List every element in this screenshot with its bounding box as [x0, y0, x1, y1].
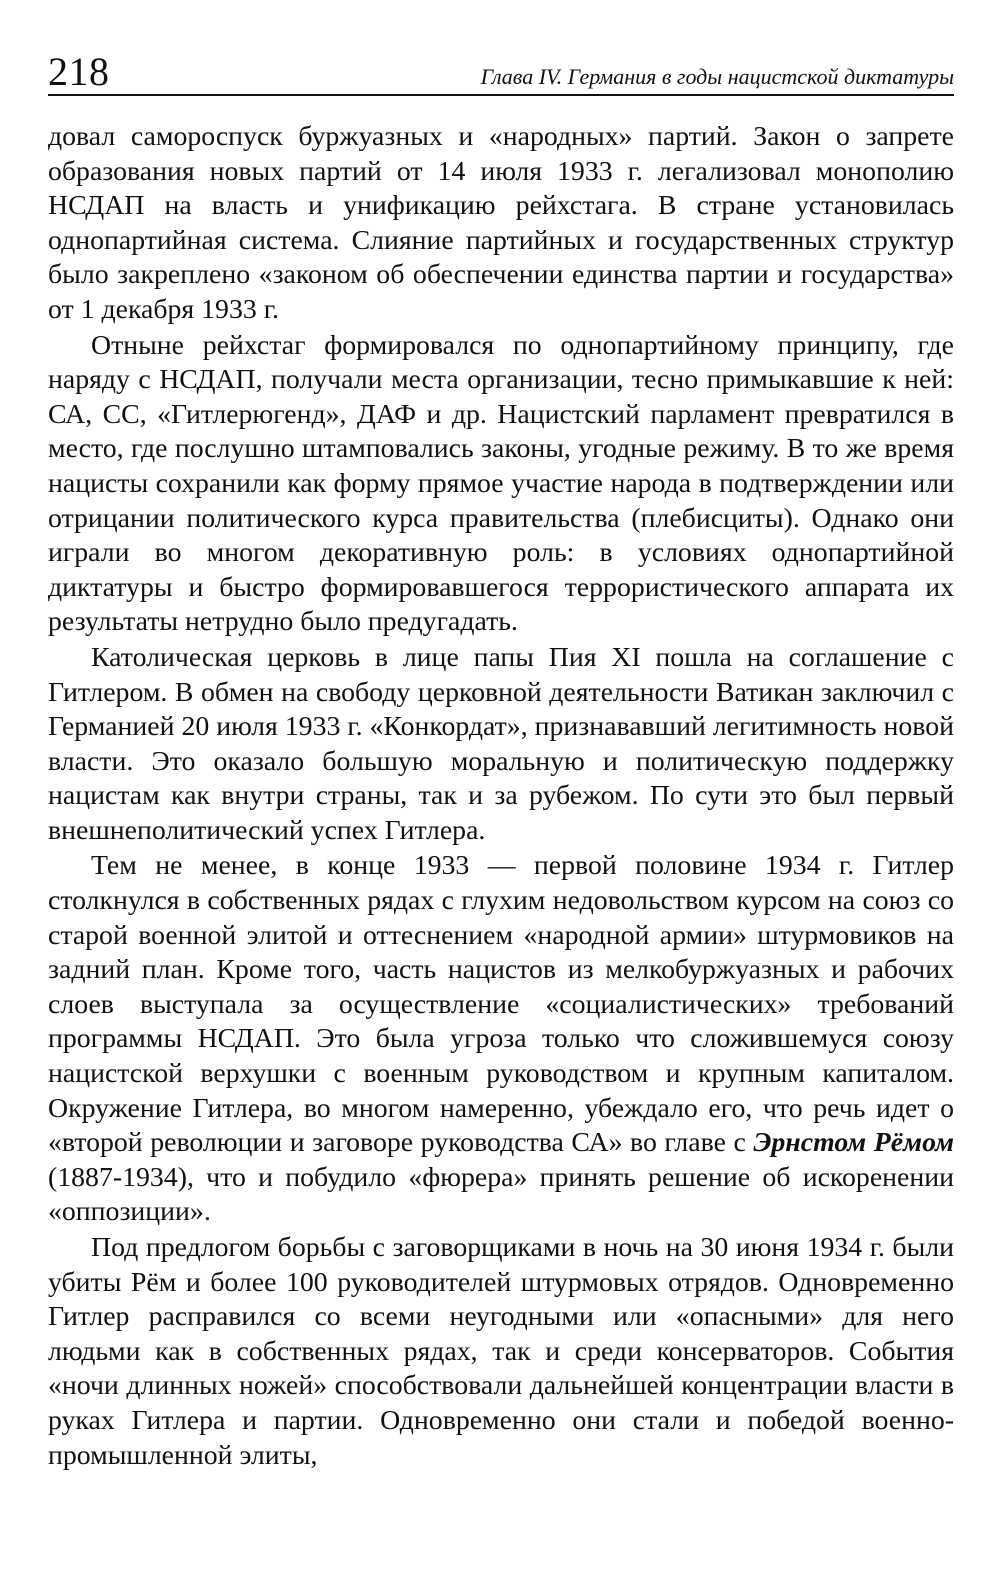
paragraph-4-text-after: (1887-1934), что и побудило «фюрера» принять решение об искоренении «оппозиции». [48, 1161, 954, 1228]
paragraph-2: Отныне рейхстаг формировался по однопартийному принципу, где наряду с НСДАП, получали места организации, тесно примыкавшие к ней: СА, СС, «Гитлерюгенд», ДАФ и др. Нацистский парламент превратился в место, где послушно штамповались законы, угодные режиму. В то же время нацисты сохранили как форму прямое участие народа в подтверждении или отрицании политического курса правительства (плебисциты). Однако они играли во многом декоративную роль: в условиях однопартийной диктатуры и быстро формировавшегося террористического аппарата их результаты нетрудно было предугадать. [48, 329, 954, 638]
body-text [48, 120, 954, 1473]
running-header [48, 40, 954, 96]
paragraph-3: Католическая церковь в лице папы Пия XI пошла на соглашение с Гитлером. В обмен на свободу церковной деятельности Ватикан заключил с Германией 20 июля 1933 г. «Конкордат», признававший легитимность новой власти. Это оказало большую моральную и политическую поддержку нацистам как внутри страны, так и за рубежом. По сути это был первый внешнеполитический успех Гитлера. [48, 641, 954, 846]
paragraph-1: довал самороспуск буржуазных и «народных» партий. Закон о запрете образования новых партий от 14 июля 1933 г. легализовал монополию НСДАП на власть и унификацию рейхстага. В стране установилась однопартийная система. Слияние партийных и государственных структур было закреплено «законом об обеспечении единства партии и государства» от 1 декабря 1933 г. [48, 121, 954, 325]
page-number: 218 [48, 49, 110, 94]
emphasized-name: Эрнстом Рёмом [753, 1127, 954, 1159]
book-page [48, 40, 954, 1474]
paragraph-4 [48, 849, 954, 1230]
chapter-title: Глава IV. Германия в годы нацистской диктатуры [480, 64, 954, 89]
paragraph-5: Под предлогом борьбы с заговорщиками в ночь на 30 июня 1934 г. были убиты Рём и более 100 руководителей штурмовых отрядов. Одновременно Гитлер расправился со всеми неугодными или «опасными» для него людьми как в собственных рядах, так и среди консерваторов. События «ночи длинных ножей» способствовали дальнейшей концентрации власти в руках Гитлера и партии. Одновременно они стали и победой военно-промышленной элиты, [48, 1232, 954, 1471]
paragraph-4-text-before: Тем не менее, в конце 1933 — первой половине 1934 г. Гитлер столкнулся в собственных рядах с глухим недовольством курсом на союз со старой военной элитой и оттеснением «народной армии» штурмовиков на задний план. Кроме того, часть нацистов из мелкобуржуазных и рабочих слоев выступала за осуществление «социалистических» требований программы НСДАП. Это была угроза только что сложившемуся союзу нацистской верхушки с военным руководством и крупным капиталом. Окружение Гитлера, во многом намеренно, убеждало его, что речь идет о «второй революции и заговоре руководства СА» во главе с [48, 850, 954, 1159]
